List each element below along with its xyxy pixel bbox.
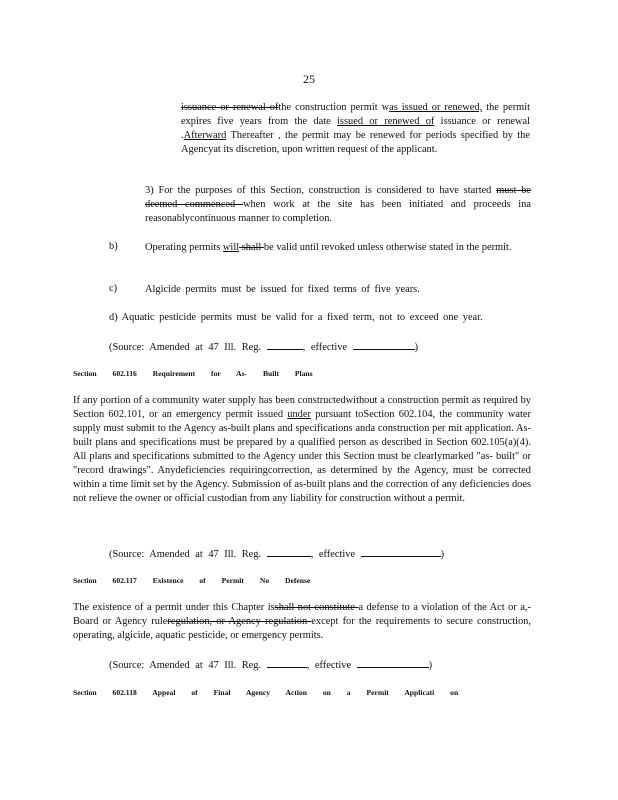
section-116-paragraph: If any portion of a community water supply has been constructedwithout a construction permit as required by Section 602.101, or an emergency permit issued under pursuant toSection 602.104, the community water supply must submit to the Agency as-built plans and specifications anda construction per mit application. As-built plans and specifications must be prepared by a qualified person as described in Section 602.105(a)(4). All plans and specifications submitted to the Agency under this Section must be clearlymarked "as- built" or "record drawings". Anydeficiencies requiringcorrection, as determined by the Agency, must be corrected within a time limit set by the Agency. Submission of as-built plans and the correction of any deficiencies does not relieve the owner or official custodian from any liability for construction without a permit. — [73, 395, 531, 504]
inserted-text: under — [287, 409, 311, 420]
blank-line — [267, 546, 311, 557]
page-number: 25 — [303, 72, 315, 86]
blank-line — [267, 657, 307, 668]
section-117-paragraph: The existence of a permit under this Chapter isshall not constitute a defense to a violation of the Act or a,-Board or Agency ruleregulation, or Agency regulation except for the requirements to secure construction, operating, algicide, aquatic pesticide, or emergency permits. — [73, 602, 531, 641]
deleted-text: shall — [239, 242, 264, 253]
inserted-text: Afterward — [183, 130, 227, 141]
deleted-text: issuance or renewal of — [181, 102, 279, 113]
inserted-text: will — [222, 242, 240, 253]
source-note: (Source: Amended at 47 Ill. Reg. , effective ) — [109, 339, 418, 353]
blank-line — [361, 546, 441, 557]
deleted-text: regulation, or Agency regulation — [167, 616, 312, 627]
item-c-label: c) — [109, 283, 118, 294]
item-b-paragraph: Operating permits will shall be valid until revoked unless otherwise stated in the permit. — [145, 242, 512, 253]
blank-line — [267, 339, 303, 350]
blank-line — [353, 339, 415, 350]
section-heading: Section 602.117 Existence of Permit No Defense — [73, 576, 311, 585]
item-c-paragraph: Algicide permits must be issued for fixed terms of five years. — [145, 284, 420, 295]
item-b-label: b) — [109, 241, 118, 252]
source-note: (Source: Amended at 47 Ill. Reg. , effective ) — [109, 657, 432, 671]
deleted-text: must be deemed commenced — [145, 185, 531, 210]
deleted-text: shall not constitute — [274, 602, 359, 613]
source-note: (Source: Amended at 47 Ill. Reg. , effective ) — [109, 546, 444, 560]
inserted-text: as issued or renewed, — [389, 102, 483, 113]
blank-line — [357, 657, 429, 668]
item-d-paragraph: d) Aquatic pesticide permits must be valid for a fixed term, not to exceed one year. — [109, 312, 483, 323]
permit-expiration-paragraph: issuance or renewal ofthe construction permit was issued or renewed, the permit expires five years from the date issued or renewed of issuance or renewal .Afterward Thereafter , the permit may be renewed for periods specified by the Agencyat its discretion, upon written request of the applicant. — [181, 102, 531, 155]
section-heading: Section 602.118 Appeal of Final Agency Action on a Permit Applicati on — [73, 688, 459, 697]
section-heading: Section 602.116 Requirement for As- Built Plans — [73, 369, 313, 378]
item-3-paragraph: 3) For the purposes of this Section, construction is considered to have started must be deemed commenced when work at the site has been initiated and proceeds ina reasonablycontinuous manner to completion. — [145, 185, 531, 224]
inserted-text: issued or renewed of — [337, 116, 435, 127]
